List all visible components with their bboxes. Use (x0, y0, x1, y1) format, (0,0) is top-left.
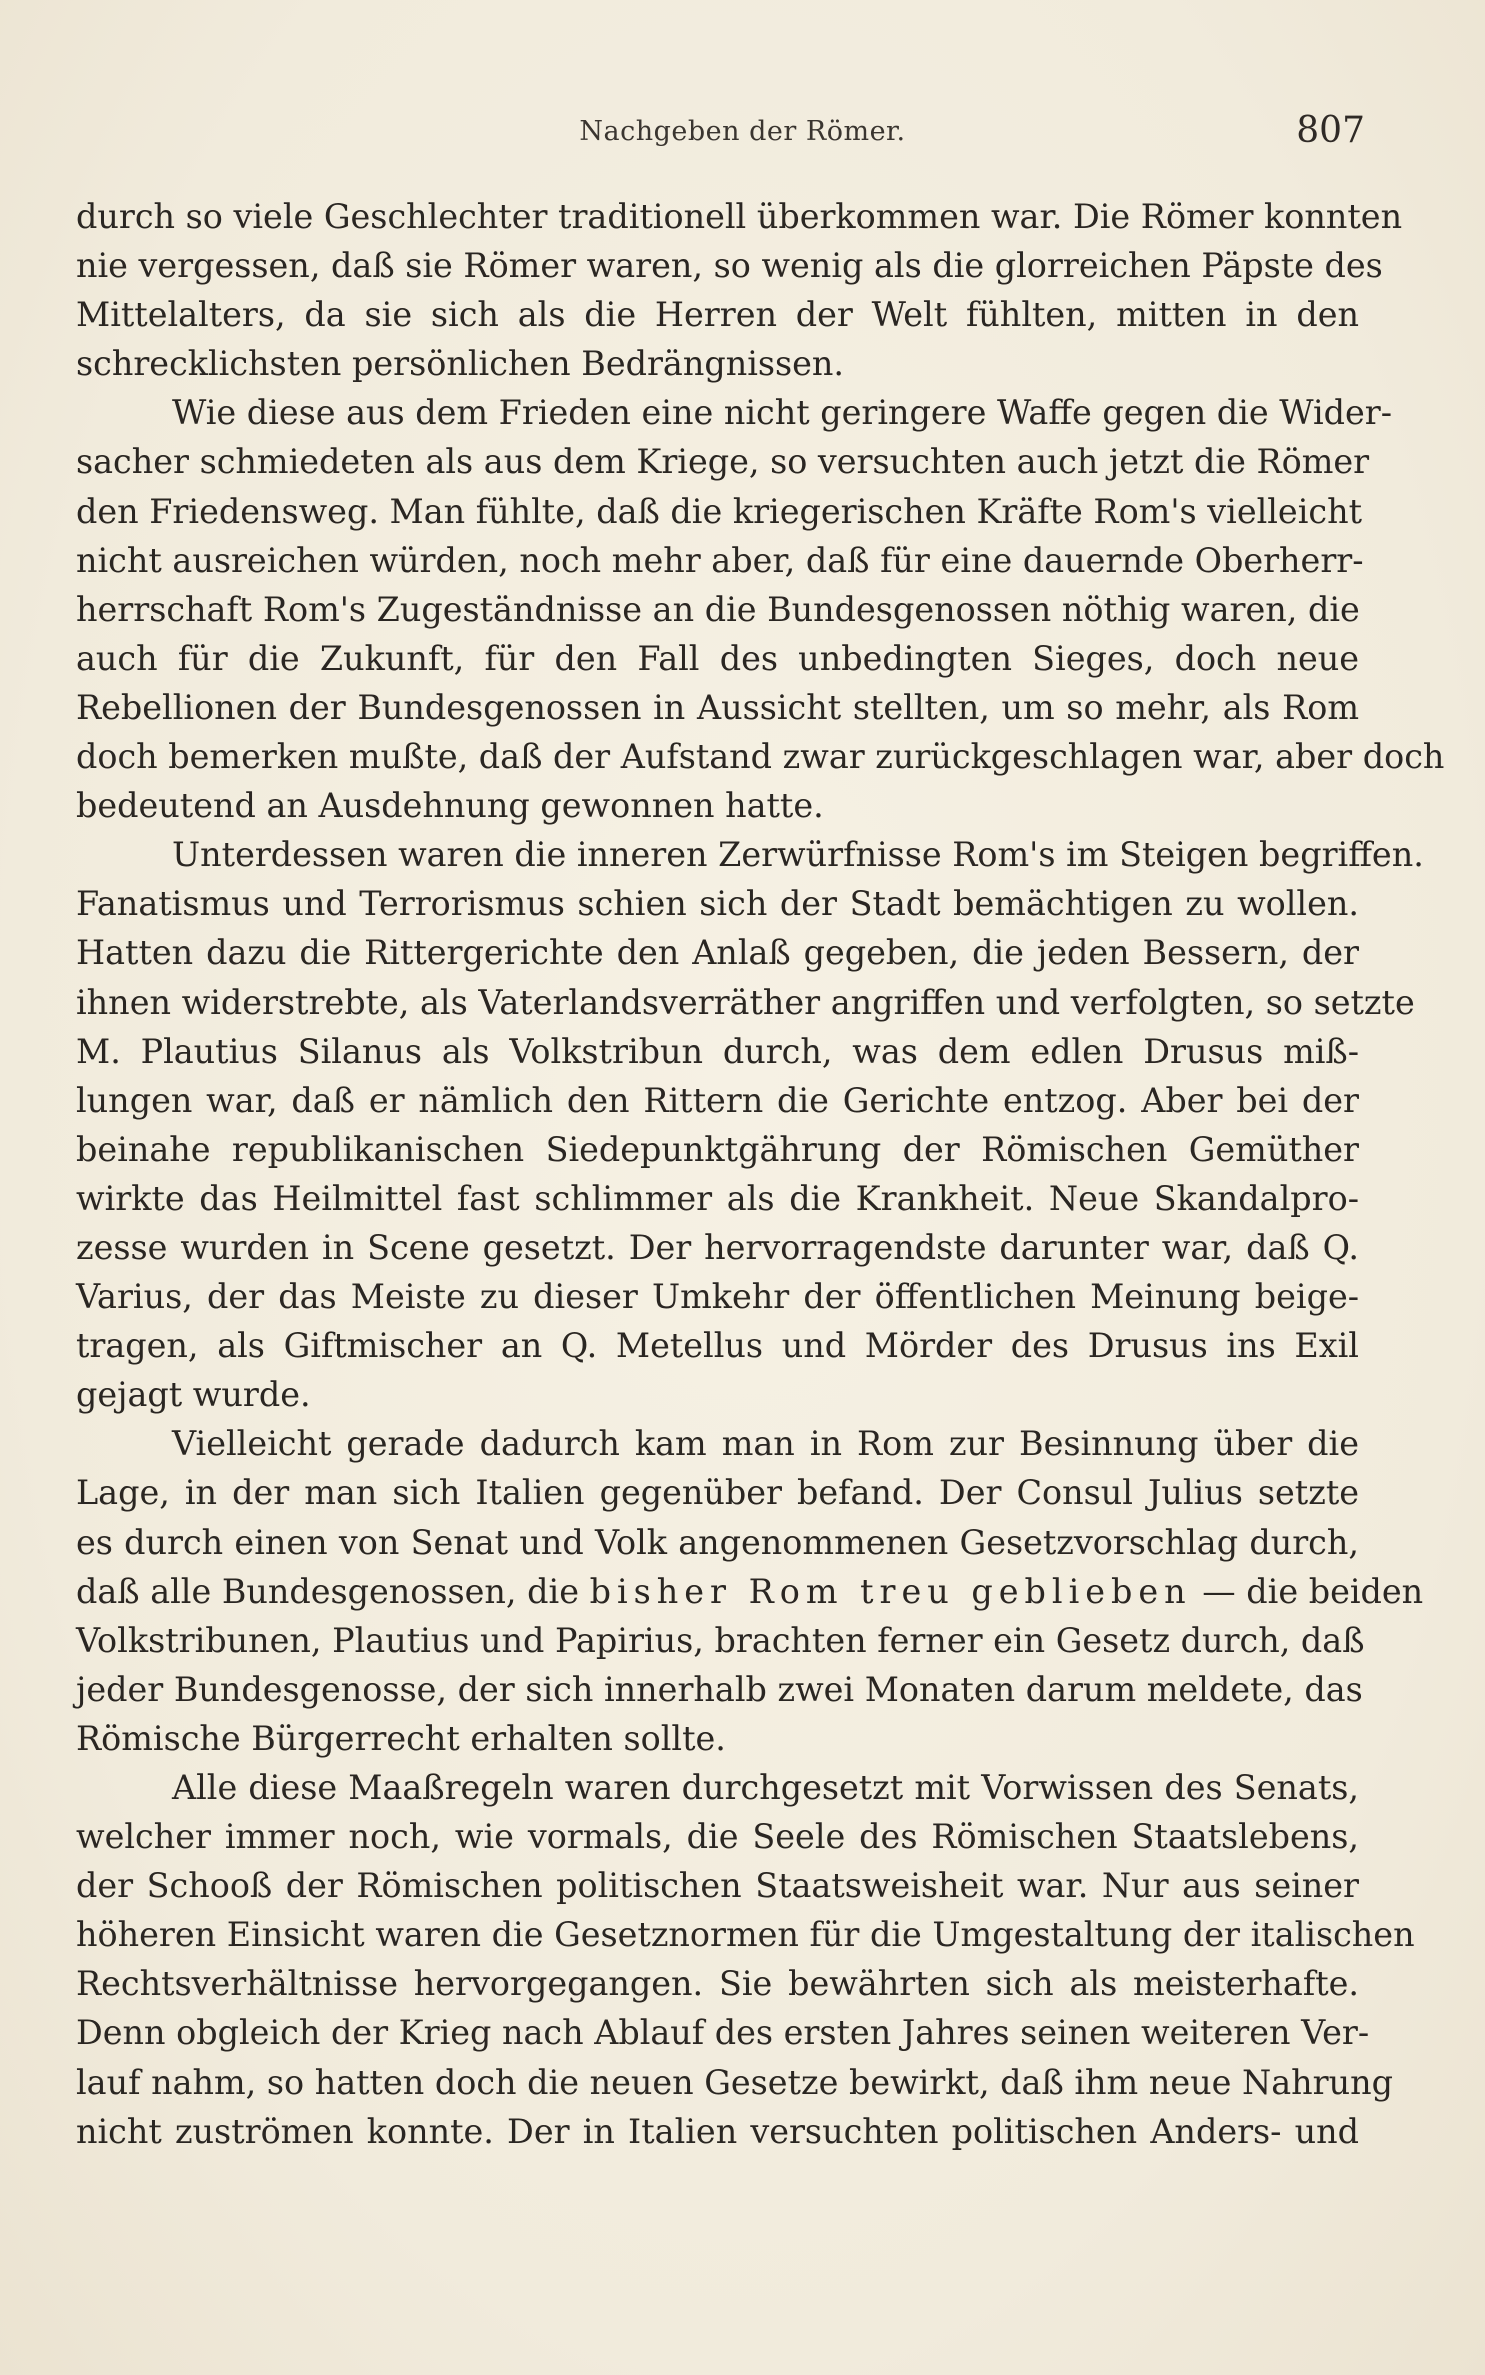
text-line: Alle diese Maaßregeln waren durchgesetzt mit Vorwissen des Senats, (172, 1768, 1359, 1807)
text-line: Rebellionen der Bundesgenossen in Aussicht stellten, um so mehr, als Rom (76, 687, 1359, 727)
text-line: Volkstribunen, Plautius und Papirius, brachten ferner ein Gesetz durch, daß (76, 1620, 1365, 1660)
text-line: Römische Bürgerrecht erhalten sollte. (76, 1718, 726, 1758)
text-line: herrschaft Rom's Zugeständnisse an die Bundesgenossen nöthig waren, die (76, 589, 1360, 629)
text-line: beinahe republikanischen Siedepunktgährung der Römischen Gemüther (76, 1129, 1359, 1169)
text-line: nie vergessen, daß sie Römer waren, so wenig als die glorreichen Päpste des (76, 246, 1383, 286)
text-fragment: daß alle Bundesgenossen, die (76, 1571, 590, 1611)
text-line-with-spaced-emphasis (76, 1567, 1424, 1616)
text-line: höheren Einsicht waren die Gesetznormen für die Umgestaltung der italischen (76, 1915, 1415, 1955)
text-line: auch für die Zukunft, für den Fall des unbedingten Sieges, doch neue (76, 638, 1359, 678)
text-line: ihnen widerstrebte, als Vaterlandsverräther angriffen und verfolgten, so setzte (76, 982, 1415, 1022)
page-number: 807 (1296, 110, 1365, 151)
text-fragment: — die beiden (1191, 1571, 1424, 1611)
text-line: der Schooß der Römischen politischen Staatsweisheit war. Nur aus seiner (76, 1866, 1359, 1906)
text-line: doch bemerken mußte, daß der Aufstand zwar zurückgeschlagen war, aber doch (76, 737, 1445, 777)
text-line: Vielleicht gerade dadurch kam man in Rom zur Besinnung über die (172, 1424, 1359, 1464)
text-line: nicht ausreichen würden, noch mehr aber, daß für eine dauernde Oberherr- (76, 540, 1364, 580)
text-line: Fanatismus und Terrorismus schien sich der Stadt bemächtigen zu wollen. (76, 884, 1359, 924)
text-line: lungen war, daß er nämlich den Rittern die Gerichte entzog. Aber bei der (76, 1080, 1359, 1120)
text-line: jeder Bundesgenosse, der sich innerhalb zwei Monaten darum meldete, das (76, 1669, 1363, 1709)
text-line: schrecklichsten persönlichen Bedrängnissen. (76, 344, 845, 384)
text-line: Varius, der das Meiste zu dieser Umkehr der öffentlichen Meinung beige- (76, 1277, 1359, 1317)
text-line: Mittelalters, da sie sich als die Herren der Welt fühlten, mitten in den (76, 295, 1359, 335)
text-line: sacher schmiedeten als aus dem Kriege, so versuchten auch jetzt die Römer (76, 442, 1370, 482)
text-line: lauf nahm, so hatten doch die neuen Gesetze bewirkt, daß ihm neue Nahrung (76, 2062, 1393, 2102)
running-title: Nachgeben der Römer. (579, 116, 906, 147)
text-line: welcher immer noch, wie vormals, die Seele des Römischen Staatslebens, (76, 1817, 1359, 1857)
text-line: es durch einen von Senat und Volk angenommenen Gesetzvorschlag durch, (76, 1522, 1359, 1562)
text-line: gejagt wurde. (76, 1375, 311, 1415)
text-line: durch so viele Geschlechter traditionell überkommen war. Die Römer konnten (76, 197, 1403, 236)
text-line: Wie diese aus dem Frieden eine nicht geringere Waffe gegen die Wider- (172, 393, 1393, 433)
text-line: zesse wurden in Scene gesetzt. Der hervorragendste darunter war, daß Q. (76, 1227, 1359, 1267)
text-line: den Friedensweg. Man fühlte, daß die kriegerischen Kräfte Rom's vielleicht (76, 491, 1362, 531)
text-line: M. Plautius Silanus als Volkstribun durch, was dem edlen Drusus miß- (76, 1031, 1359, 1071)
body-text (76, 192, 1445, 2156)
spaced-emphasis: bisher Rom treu geblieben (589, 1571, 1192, 1611)
running-head (0, 110, 1485, 170)
text-line: Lage, in der man sich Italien gegenüber befand. Der Consul Julius setzte (76, 1473, 1359, 1513)
text-line: Unterdessen waren die inneren Zerwürfnisse Rom's im Steigen begriffen. (172, 835, 1424, 875)
text-line: Rechtsverhältnisse hervorgegangen. Sie bewährten sich als meisterhafte. (76, 1964, 1359, 2004)
text-line: Hatten dazu die Rittergerichte den Anlaß gegeben, die jeden Bessern, der (76, 933, 1359, 973)
text-line: tragen, als Giftmischer an Q. Metellus und Mörder des Drusus ins Exil (76, 1326, 1359, 1366)
text-line: bedeutend an Ausdehnung gewonnen hatte. (76, 786, 824, 826)
text-line: Denn obgleich der Krieg nach Ablauf des ersten Jahres seinen weiteren Ver- (76, 2013, 1370, 2053)
text-line: nicht zuströmen konnte. Der in Italien versuchten politischen Anders- und (76, 2111, 1359, 2151)
text-line: wirkte das Heilmittel fast schlimmer als die Krankheit. Neue Skandalpro- (76, 1178, 1359, 1218)
